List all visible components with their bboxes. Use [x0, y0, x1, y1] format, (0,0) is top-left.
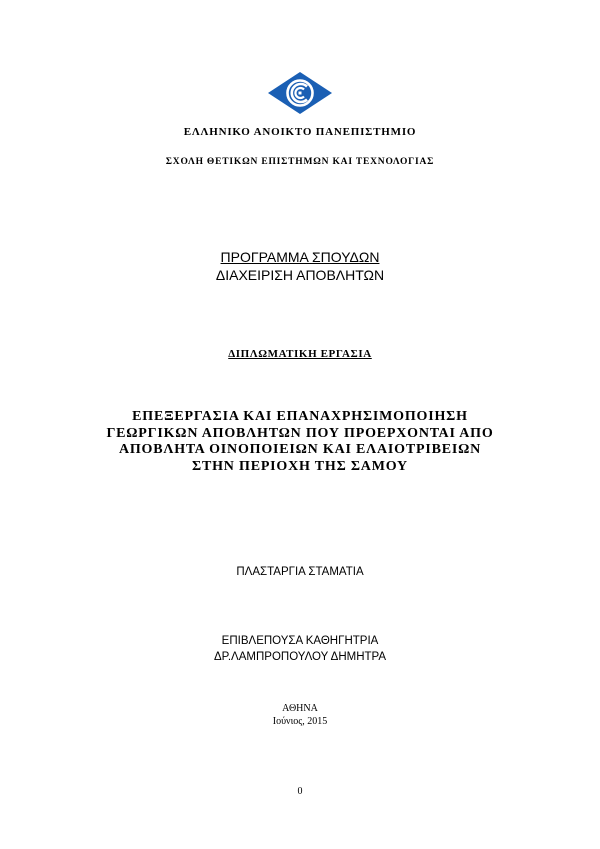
page-number: 0 [297, 786, 303, 797]
title-line: ΕΠΕΞΕΡΓΑΣΙΑ ΚΑΙ ΕΠΑΝΑΧΡΗΣΙΜΟΠΟΙΗΣΗ [132, 409, 468, 424]
university-name: ΕΛΛΗΝΙΚΟ ΑΝΟΙΚΤΟ ΠΑΝΕΠΙΣΤΗΜΙΟ [183, 126, 417, 138]
university-logo-icon [268, 72, 332, 114]
title-line: ΑΠΟΒΛΗΤΑ ΟΙΝΟΠΟΙΕΙΩΝ ΚΑΙ ΕΛΑΙΟΤΡΙΒΕΙΩΝ [118, 442, 482, 457]
title-line: ΓΕΩΡΓΙΚΩΝ ΑΠΟΒΛΗΤΩΝ ΠΟΥ ΠΡΟΕΡΧΟΝΤΑΙ ΑΠΟ [106, 425, 494, 441]
supervisor-label: ΕΠΙΒΛΕΠΟΥΣΑ ΚΑΘΗΓΗΤΡΙΑ [221, 635, 379, 647]
city: ΑΘΗΝΑ [282, 703, 318, 714]
supervisor-name: ΔΡ.ΛΑΜΠΡΟΠΟΥΛΟΥ ΔΗΜΗΤΡΑ [213, 651, 387, 663]
thesis-label: ΔΙΠΛΩΜΑΤΙΚΗ ΕΡΓΑΣΙΑ [228, 348, 372, 360]
study-program [0, 248, 600, 284]
thesis-title [0, 409, 600, 475]
program-title: ΠΡΟΓΡΑΜΜΑ ΣΠΟΥΔΩΝ [220, 249, 380, 265]
program-name: ΔΙΑΧΕΙΡΙΣΗ ΑΠΟΒΛΗΤΩΝ [215, 267, 385, 283]
date: Ιούνιος, 2015 [272, 716, 328, 727]
title-line: ΣΤΗΝ ΠΕΡΙΟΧΗ ΤΗΣ ΣΑΜΟΥ [192, 458, 408, 474]
place-date [0, 702, 600, 728]
author-name: ΠΛΑΣΤΑΡΓΙΑ ΣΤΑΜΑΤΙΑ [236, 566, 364, 578]
school-name: ΣΧΟΛΗ ΘΕΤΙΚΩΝ ΕΠΙΣΤΗΜΩΝ ΚΑΙ ΤΕΧΝΟΛΟΓΙΑΣ [165, 157, 435, 167]
supervisor-block [0, 633, 600, 665]
